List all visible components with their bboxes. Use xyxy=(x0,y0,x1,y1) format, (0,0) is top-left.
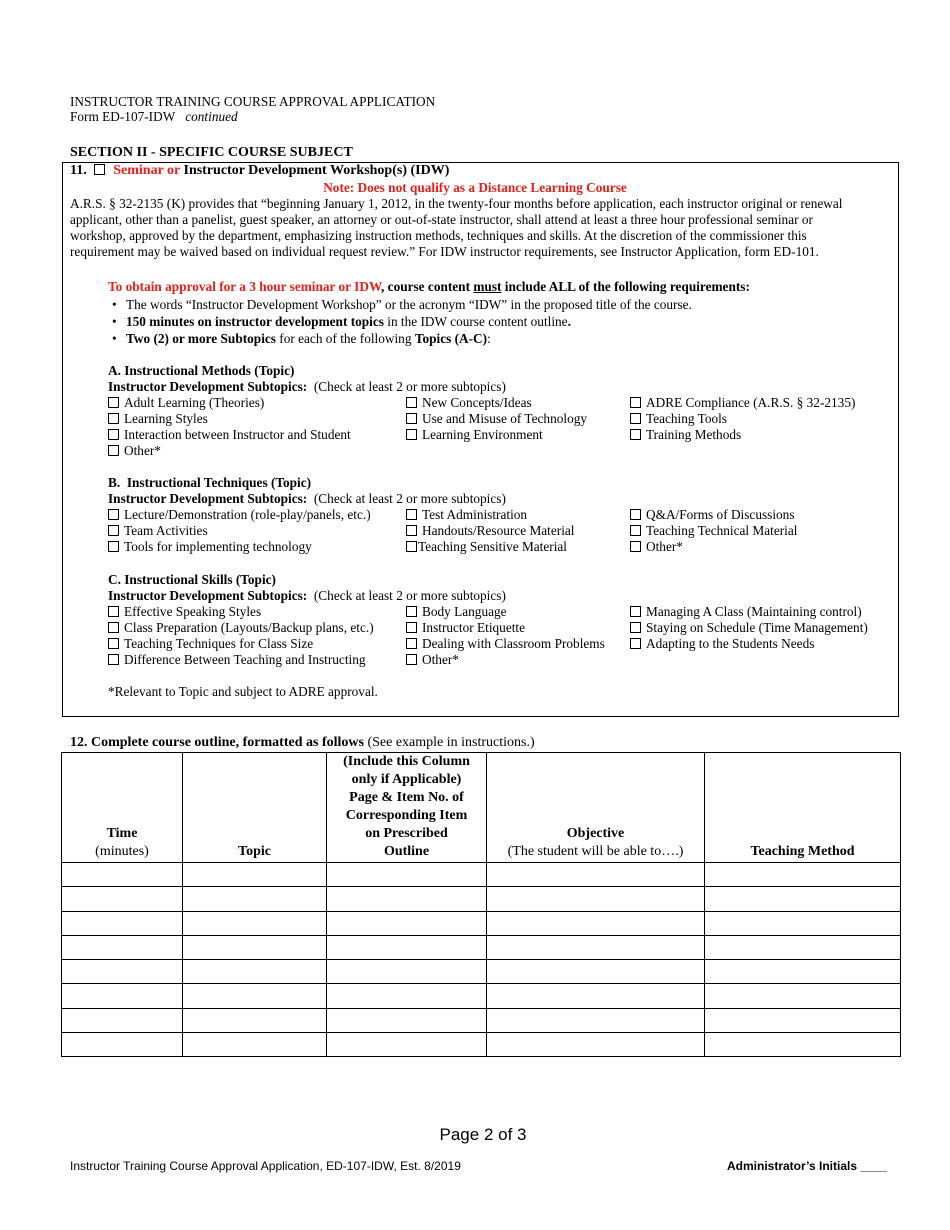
table-cell[interactable] xyxy=(62,960,183,984)
table-cell[interactable] xyxy=(705,863,901,887)
topic-c-option[interactable] xyxy=(108,636,313,652)
topic-b-option[interactable] xyxy=(406,507,527,523)
bullet-title-requirement: • The words “Instructor Development Workshop” or the acronym “IDW” in the proposed title of the course. xyxy=(112,297,692,312)
bullet-3-end: : xyxy=(487,331,491,346)
bullet-3-bold: Two (2) or more Subtopics xyxy=(126,331,276,346)
checkbox[interactable] xyxy=(406,413,417,424)
table-cell[interactable] xyxy=(183,1033,327,1057)
table-cell[interactable] xyxy=(62,863,183,887)
option-label: Difference Between Teaching and Instructing xyxy=(124,652,366,667)
topic-a-subtopics-label xyxy=(108,379,506,395)
topic-c-option[interactable] xyxy=(406,652,459,668)
checkbox[interactable] xyxy=(406,429,417,440)
topic-b-option[interactable] xyxy=(108,507,371,523)
checkbox[interactable] xyxy=(108,654,119,665)
col-ref-line-3: Page & Item No. of xyxy=(349,790,464,805)
checkbox[interactable] xyxy=(630,525,641,536)
checkbox[interactable] xyxy=(630,541,641,552)
table-cell[interactable] xyxy=(327,935,487,959)
topic-c-option[interactable] xyxy=(630,636,814,652)
topic-c-subtopics-bold: Instructor Development Subtopics: xyxy=(108,588,308,603)
table-cell[interactable] xyxy=(487,1033,705,1057)
item-11-number: 11. xyxy=(70,163,87,178)
option-label: Effective Speaking Styles xyxy=(124,604,262,619)
table-row xyxy=(62,984,901,1008)
topic-a-option[interactable] xyxy=(406,395,532,411)
requirements-must: must xyxy=(473,279,502,294)
topic-c-option[interactable] xyxy=(108,620,374,636)
checkbox[interactable] xyxy=(406,525,417,536)
table-cell[interactable] xyxy=(62,984,183,1008)
table-cell[interactable] xyxy=(62,887,183,911)
bullet-2-rest: in the IDW course content outline xyxy=(383,314,568,329)
option-label: New Concepts/Ideas xyxy=(422,395,532,410)
idw-title: Instructor Development Workshop(s) (IDW) xyxy=(183,163,450,178)
option-label: Other* xyxy=(422,652,459,667)
requirements-heading xyxy=(108,279,750,295)
option-label: Body Language xyxy=(422,604,507,619)
option-label: Instructor Etiquette xyxy=(422,620,526,635)
topic-c-option[interactable] xyxy=(406,604,507,620)
table-row xyxy=(62,911,901,935)
col-time-label: Time xyxy=(106,826,138,841)
col-ref-line-5: on Prescribed xyxy=(365,826,448,841)
checkbox[interactable] xyxy=(630,413,641,424)
option-label: Dealing with Classroom Problems xyxy=(422,636,605,651)
table-cell[interactable] xyxy=(327,960,487,984)
option-label: Staying on Schedule (Time Management) xyxy=(646,620,868,635)
option-label: Learning Styles xyxy=(124,411,208,426)
topic-b-option[interactable] xyxy=(630,507,795,523)
statute-paragraph-line-4: requirement may be waived based on individual request review.” For IDW instructor requirements, see Instructor Application, form ED-101. xyxy=(70,244,819,259)
topic-a-option[interactable] xyxy=(108,443,161,459)
section-title: SECTION II - SPECIFIC COURSE SUBJECT xyxy=(70,145,353,160)
topic-c-subtopics-label xyxy=(108,588,506,604)
bullet-1-text: The words “Instructor Development Workshop” or the acronym “IDW” in the proposed title of the course. xyxy=(126,297,692,312)
topic-b-subtopics-note: (Check at least 2 or more subtopics) xyxy=(307,491,506,506)
topic-b-option[interactable] xyxy=(108,523,208,539)
table-cell[interactable] xyxy=(62,935,183,959)
bullet-2-bold: 150 minutes on instructor development topics xyxy=(126,314,384,329)
bullet-2-end: . xyxy=(567,314,571,329)
topic-b-title-text: . Instructional Techniques (Topic) xyxy=(116,475,312,490)
topic-c-option[interactable] xyxy=(108,652,366,668)
table-header-row xyxy=(62,753,901,863)
option-label: Q&A/Forms of Discussions xyxy=(646,507,795,522)
seminar-label: Seminar or xyxy=(113,163,180,178)
topic-c-option[interactable] xyxy=(630,620,868,636)
form-title: INSTRUCTOR TRAINING COURSE APPROVAL APPLICATION xyxy=(70,94,436,109)
option-label: Team Activities xyxy=(124,523,208,538)
topic-b-option[interactable] xyxy=(406,539,567,555)
checkbox[interactable] xyxy=(108,638,119,649)
table-cell[interactable] xyxy=(327,887,487,911)
outline-heading xyxy=(70,735,535,751)
option-label: Class Preparation (Layouts/Backup plans, etc.) xyxy=(124,620,374,635)
topic-a-option[interactable] xyxy=(108,395,264,411)
table-cell[interactable] xyxy=(705,1033,901,1057)
table-cell[interactable] xyxy=(705,911,901,935)
form-number xyxy=(70,109,238,125)
option-label: Interaction between Instructor and Student xyxy=(124,427,351,442)
checkbox[interactable] xyxy=(108,413,119,424)
statute-paragraph-line-1: A.R.S. § 32-2135 (K) provides that “beginning January 1, 2012, in the twenty-four months before application, each instructor original or renewal xyxy=(70,196,843,211)
table-cell[interactable] xyxy=(487,1008,705,1032)
checkbox[interactable] xyxy=(406,654,417,665)
table-cell[interactable] xyxy=(487,935,705,959)
option-label: Teaching Sensitive Material xyxy=(418,539,567,554)
col-ref-line-6: Outline xyxy=(383,844,430,859)
statute-paragraph-line-3: workshop, approved by the department, emphasizing instruction methods, techniques and skills. At the discretion of the commissioner this xyxy=(70,228,807,243)
table-cell[interactable] xyxy=(62,1033,183,1057)
topic-a-option[interactable] xyxy=(630,427,741,443)
option-label: Training Methods xyxy=(646,427,742,442)
table-row xyxy=(62,1008,901,1032)
initials-blank[interactable]: ____ xyxy=(860,1159,888,1173)
table-cell[interactable] xyxy=(487,911,705,935)
option-label: Teaching Technical Material xyxy=(646,523,798,538)
topic-c-subtopics-note: (Check at least 2 or more subtopics) xyxy=(307,588,506,603)
topic-c-option[interactable] xyxy=(630,604,862,620)
topic-b-subtopics-bold: Instructor Development Subtopics: xyxy=(108,491,308,506)
table-row xyxy=(62,1033,901,1057)
topic-a-option[interactable] xyxy=(108,411,208,427)
col-ref-line-4: Corresponding Item xyxy=(345,808,468,823)
col-objective-header xyxy=(487,753,705,863)
topic-b-option[interactable] xyxy=(108,539,312,555)
table-cell[interactable] xyxy=(487,984,705,1008)
checkbox[interactable] xyxy=(406,541,417,552)
table-cell[interactable] xyxy=(705,935,901,959)
topic-b-subtopics-label xyxy=(108,491,506,507)
table-cell[interactable] xyxy=(487,960,705,984)
continued-label: continued xyxy=(185,109,238,124)
checkbox[interactable] xyxy=(630,509,641,520)
outline-heading-bold: 12. Complete course outline, formatted as follows xyxy=(70,735,364,750)
topic-b-option[interactable] xyxy=(630,539,683,555)
table-cell[interactable] xyxy=(487,887,705,911)
checkbox[interactable] xyxy=(108,606,119,617)
checkbox[interactable] xyxy=(630,606,641,617)
checkbox[interactable] xyxy=(630,429,641,440)
table-cell[interactable] xyxy=(327,984,487,1008)
topic-a-subtopics-bold: Instructor Development Subtopics: xyxy=(108,379,308,394)
option-label: Other* xyxy=(124,443,161,458)
requirements-text-b: include ALL of the following requirements: xyxy=(501,279,750,294)
table-cell[interactable] xyxy=(487,863,705,887)
item-11-heading xyxy=(70,163,449,179)
table-cell[interactable] xyxy=(183,863,327,887)
requirements-text-a: , course content xyxy=(381,279,474,294)
table-cell[interactable] xyxy=(183,984,327,1008)
checkbox[interactable] xyxy=(108,397,119,408)
option-label: Other* xyxy=(646,539,683,554)
requirements-red: To obtain approval for a 3 hour seminar or IDW xyxy=(108,279,382,294)
table-cell[interactable] xyxy=(327,1008,487,1032)
table-cell[interactable] xyxy=(183,911,327,935)
checkbox[interactable] xyxy=(406,606,417,617)
col-topic-header: Topic xyxy=(183,753,327,863)
topic-c-option[interactable] xyxy=(406,636,605,652)
option-label: Test Administration xyxy=(422,507,528,522)
checkbox[interactable] xyxy=(108,509,119,520)
topic-b-letter: B xyxy=(108,475,117,490)
topic-b-option[interactable] xyxy=(630,523,797,539)
col-method-header: Teaching Method xyxy=(705,753,901,863)
topic-a-option[interactable] xyxy=(406,427,543,443)
topic-a-option[interactable] xyxy=(108,427,351,443)
course-outline-table xyxy=(61,752,901,1057)
table-cell[interactable] xyxy=(327,911,487,935)
table-cell[interactable] xyxy=(705,887,901,911)
form-number-text: Form ED-107-IDW xyxy=(70,109,176,124)
bullet-3-mid: for each of the following xyxy=(275,331,415,346)
option-label: Use and Misuse of Technology xyxy=(422,411,588,426)
checkbox[interactable] xyxy=(406,622,417,633)
bullet-subtopics-requirement: • Two (2) or more Subtopics for each of the following Topics (A-C): xyxy=(112,331,491,346)
table-cell[interactable] xyxy=(183,960,327,984)
table-cell[interactable] xyxy=(705,960,901,984)
table-cell[interactable] xyxy=(183,887,327,911)
topic-c-option[interactable] xyxy=(406,620,525,636)
table-cell[interactable] xyxy=(705,1008,901,1032)
table-row xyxy=(62,887,901,911)
option-label: Teaching Techniques for Class Size xyxy=(124,636,314,651)
col-time-header xyxy=(62,753,183,863)
checkbox[interactable] xyxy=(406,509,417,520)
table-cell[interactable] xyxy=(705,984,901,1008)
topic-b-title xyxy=(108,475,311,491)
option-label: Lecture/Demonstration (role-play/panels, etc.) xyxy=(124,507,371,522)
topic-a-subtopics-note: (Check at least 2 or more subtopics) xyxy=(307,379,506,394)
table-row xyxy=(62,863,901,887)
table-cell[interactable] xyxy=(327,1033,487,1057)
table-body xyxy=(62,863,901,1057)
seminar-checkbox[interactable] xyxy=(94,164,105,175)
col-objective-label: Objective xyxy=(566,826,625,841)
checkbox[interactable] xyxy=(630,638,641,649)
option-label: Tools for implementing technology xyxy=(124,539,312,554)
table-row xyxy=(62,935,901,959)
table-cell[interactable] xyxy=(183,1008,327,1032)
checkbox[interactable] xyxy=(108,541,119,552)
topic-a-option[interactable] xyxy=(630,411,727,427)
col-reference-header xyxy=(327,753,487,863)
topic-a-option[interactable] xyxy=(406,411,587,427)
bullet-3-bold-2: Topics (A-C) xyxy=(414,331,488,346)
table-cell[interactable] xyxy=(327,863,487,887)
option-label: Teaching Tools xyxy=(646,411,727,426)
option-label: Handouts/Resource Material xyxy=(422,523,575,538)
option-label: Managing A Class (Maintaining control) xyxy=(646,604,862,619)
checkbox[interactable] xyxy=(630,622,641,633)
table-cell[interactable] xyxy=(62,1008,183,1032)
outline-heading-rest: (See example in instructions.) xyxy=(363,735,535,750)
col-objective-sub: (The student will be able to….) xyxy=(507,844,684,859)
checkbox[interactable] xyxy=(406,397,417,408)
statute-paragraph-line-2: applicant, other than a panelist, guest speaker, an attorney or out-of-state instructor, shall attend at least a three hour professional seminar or xyxy=(70,212,813,227)
checkbox[interactable] xyxy=(406,638,417,649)
initials-label: Administrator’s Initials xyxy=(727,1159,858,1173)
checkbox[interactable] xyxy=(630,397,641,408)
footer-form-id: Instructor Training Course Approval Application, ED-107-IDW, Est. 8/2019 xyxy=(70,1159,461,1173)
checkbox[interactable] xyxy=(108,622,119,633)
option-label: ADRE Compliance (A.R.S. § 32-2135) xyxy=(646,395,856,410)
bullet-minutes-requirement: • 150 minutes on instructor development topics in the IDW course content outline. xyxy=(112,314,571,329)
option-label: Adapting to the Students Needs xyxy=(646,636,815,651)
checkbox[interactable] xyxy=(108,429,119,440)
distance-learning-note: Note: Does not qualify as a Distance Learning Course xyxy=(323,180,627,195)
topic-b-option[interactable] xyxy=(406,523,575,539)
col-ref-line-1: (Include this Column xyxy=(343,754,470,769)
topic-c-option[interactable] xyxy=(108,604,261,620)
table-cell[interactable] xyxy=(183,935,327,959)
page-number: Page 2 of 3 xyxy=(439,1125,527,1144)
option-label: Adult Learning (Theories) xyxy=(124,395,265,410)
footnote: *Relevant to Topic and subject to ADRE approval. xyxy=(108,684,378,699)
checkbox[interactable] xyxy=(108,445,119,456)
col-time-sub: (minutes) xyxy=(95,844,149,859)
administrators-initials xyxy=(727,1158,887,1174)
checkbox[interactable] xyxy=(108,525,119,536)
table-cell[interactable] xyxy=(62,911,183,935)
topic-a-title: A. Instructional Methods (Topic) xyxy=(108,363,295,378)
option-label: Learning Environment xyxy=(422,427,543,442)
col-ref-line-2: only if Applicable) xyxy=(351,772,462,787)
table-row xyxy=(62,960,901,984)
topic-c-title: C. Instructional Skills (Topic) xyxy=(108,572,276,587)
topic-a-option[interactable] xyxy=(630,395,855,411)
